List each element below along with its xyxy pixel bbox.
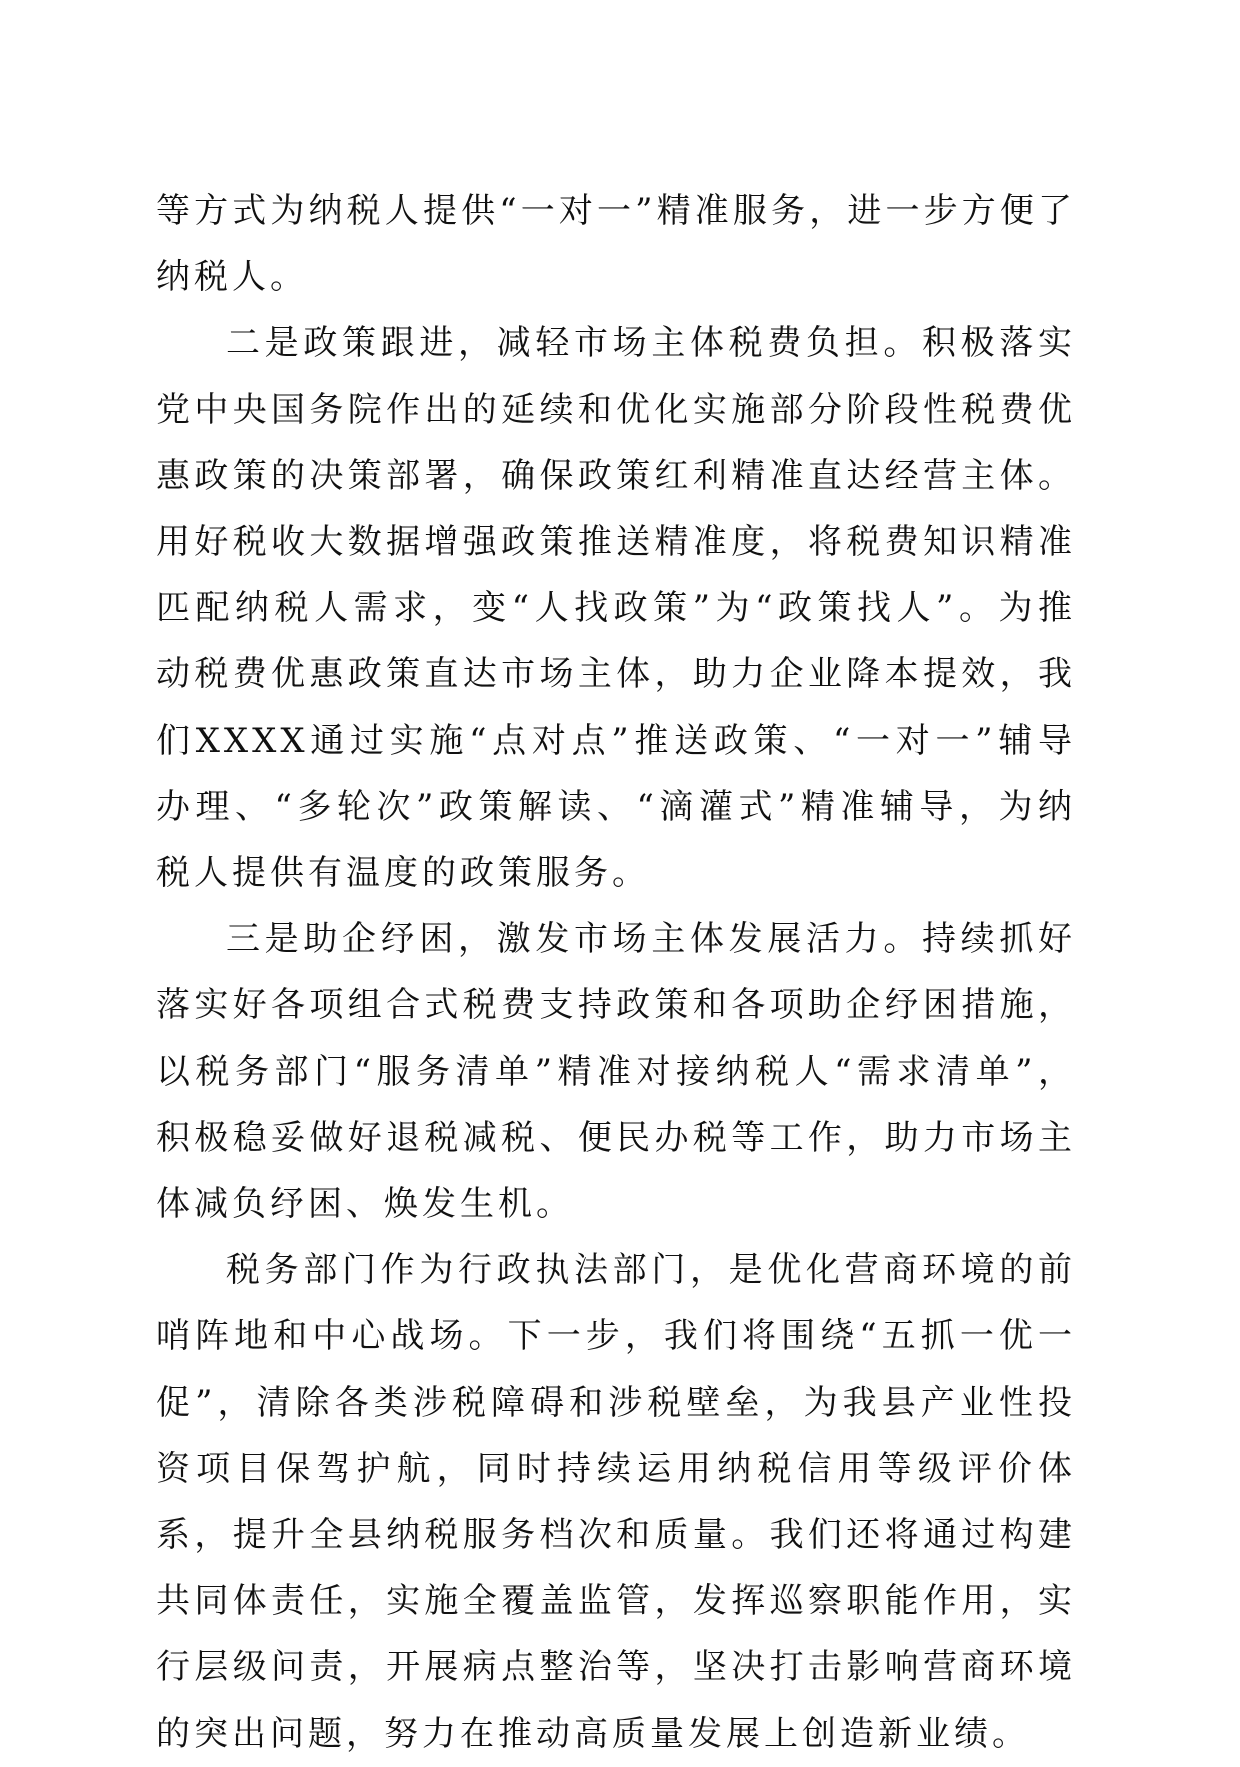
document-page <box>156 178 1076 1767</box>
paragraph-next-steps: 税务部门作为行政执法部门，是优化营商环境的前哨阵地和中心战场。下一步，我们将围绕“五抓一优一促”，清除各类涉税障碍和涉税壁垒，为我县产业性投资项目保驾护航，同时持续运用纳税信用等级评价体系，提升全县纳税服务档次和质量。我们还将通过构建共同体责任，实施全覆盖监管，发挥巡察职能作用，实行层级问责，开展病点整治等，坚决打击影响营商环境的突出问题，努力在推动高质量发展上创造新业绩。 <box>156 1250 1076 1754</box>
paragraph-relief-measures: 三是助企纾困，激发市场主体发展活力。持续抓好落实好各项组合式税费支持政策和各项助企纾困措施，以税务部门“服务清单”精准对接纳税人“需求清单”，积极稳妥做好退税减税、便民办税等工作，助力市场主体减负纾困、焕发生机。 <box>156 919 1076 1225</box>
paragraph-policy-follow-up: 二是政策跟进，减轻市场主体税费负担。积极落实党中央国务院作出的延续和优化实施部分阶段性税费优惠政策的决策部署，确保政策红利精准直达经营主体。用好税收大数据增强政策推送精准度，将税费知识精准匹配纳税人需求，变“人找政策”为“政策找人”。为推动税费优惠政策直达市场主体，助力企业降本提效，我们XXXX通过实施“点对点”推送政策、“一对一”辅导办理、“多轮次”政策解读、“滴灌式”精准辅导，为纳税人提供有温度的政策服务。 <box>156 323 1076 894</box>
paragraph-continuation: 等方式为纳税人提供“一对一”精准服务，进一步方便了纳税人。 <box>156 191 1076 298</box>
